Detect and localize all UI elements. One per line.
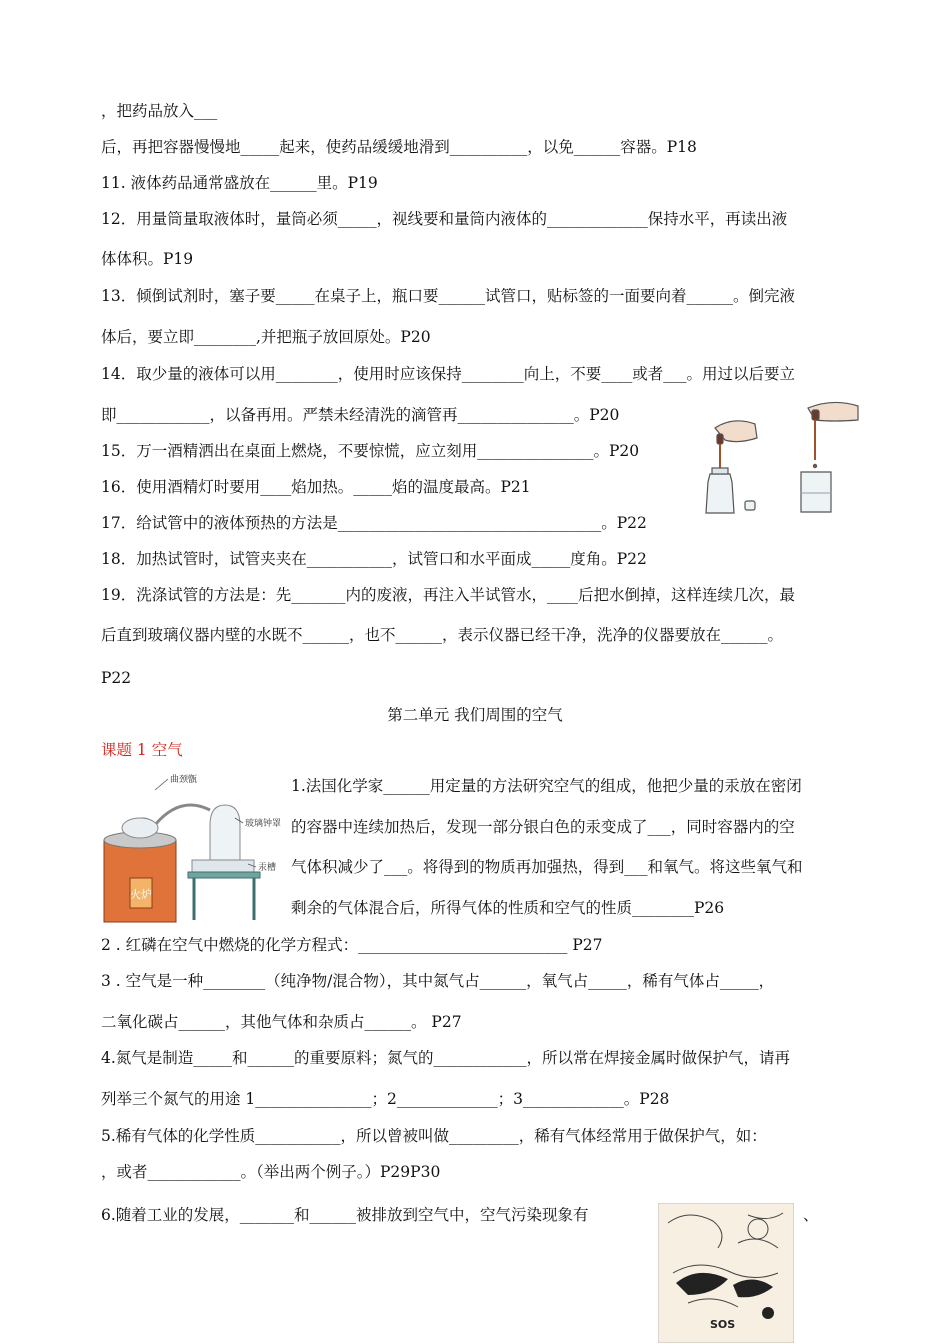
bell-jar-label: 玻璃钟罩: [245, 819, 282, 829]
dropper-illustration: [703, 398, 861, 518]
text-line: 体体积。P19: [101, 250, 194, 268]
text-line: 剩余的气体混合后，所得气体的性质和空气的性质________P26: [291, 899, 725, 917]
air-pollution-cartoon: [658, 1203, 794, 1343]
text-line: 的容器中连续加热后，发现一部分银白色的汞变成了___，同时容器内的空: [291, 818, 795, 836]
text-line: 2 . 红磷在空气中燃烧的化学方程式：___________________________ P27: [101, 936, 603, 954]
text-line: 11. 液体药品通常盛放在______里。P19: [101, 174, 378, 192]
text-line: 气体积减少了___。将得到的物质再加强热，得到___和氧气。将这些氧气和: [291, 858, 803, 876]
text-line: P22: [101, 669, 132, 687]
text-line: 6.随着工业的发展，_______和______被排放到空气中，空气污染现象有: [101, 1206, 589, 1224]
text-line: 18．加热试管时，试管夹夹在___________，试管口和水平面成_____度角。P22: [101, 550, 647, 568]
text-line: 15．万一酒精洒出在桌面上燃烧，不要惊慌，应立刻用_______________。P20: [101, 442, 640, 460]
lesson-title: 课题 1 空气: [101, 741, 183, 759]
text-line: ，或者____________。（举出两个例子。）P29P30: [101, 1163, 441, 1181]
text-line: 列举三个氮气的用途 1_______________；2_____________；3_____________。P28: [101, 1090, 670, 1108]
retort-label: 曲颈甑: [170, 775, 198, 785]
lavoisier-apparatus-illustration: [100, 770, 285, 930]
trough-label: 汞槽: [258, 863, 277, 873]
sos-label: SOS: [710, 1318, 736, 1331]
text-line: ，把药品放入___: [101, 102, 218, 120]
text-line: 19．洗涤试管的方法是：先_______内的废液，再注入半试管水，____后把水倒掉，这样连续几次，最: [101, 586, 795, 604]
text-line: 4.氮气是制造_____和______的重要原料；氮气的____________，所以常在焊接金属时做保护气，请再: [101, 1049, 791, 1067]
text-line: 即____________，以备再用。严禁未经清洗的滴管再_______________。P20: [101, 406, 620, 424]
text-line: 3 . 空气是一种________（纯净物/混合物），其中氮气占______，氧气占_____，稀有气体占_____，: [101, 972, 775, 990]
text-line: 、: [803, 1206, 819, 1224]
text-line: 12．用量筒量取液体时，量筒必须_____，视线要和量筒内液体的_____________保持水平，再读出液: [101, 210, 788, 228]
text-line: 5.稀有气体的化学性质___________，所以曾被叫做_________，稀有气体经常用于做保护气，如：: [101, 1127, 767, 1145]
text-line: 后直到玻璃仪器内壁的水既不______，也不______，表示仪器已经干净，洗净的仪器要放在______。: [101, 626, 784, 644]
text-line: 二氧化碳占______，其他气体和杂质占______。 P27: [101, 1013, 462, 1031]
text-line: 13．倾倒试剂时，塞子要_____在桌子上，瓶口要______试管口，贴标签的一面要向着______。倒完液: [101, 287, 795, 305]
text-line: 14．取少量的液体可以用________，使用时应该保持________向上，不要____或者___。用过以后要立: [101, 365, 795, 383]
unit-title: 第二单元 我们周围的空气: [387, 706, 563, 724]
text-line: 1.法国化学家______用定量的方法研究空气的组成，他把少量的汞放在密闭: [291, 777, 802, 795]
furnace-label: 火炉: [130, 888, 152, 901]
text-line: 16．使用酒精灯时要用____焰加热。_____焰的温度最高。P21: [101, 478, 531, 496]
text-line: 17．给试管中的液体预热的方法是__________________________________。P22: [101, 514, 647, 532]
text-line: 体后，要立即________,并把瓶子放回原处。P20: [101, 328, 431, 346]
text-line: 后，再把容器慢慢地_____起来，使药品缓缓地滑到__________，以免______容器。P18: [101, 138, 697, 156]
